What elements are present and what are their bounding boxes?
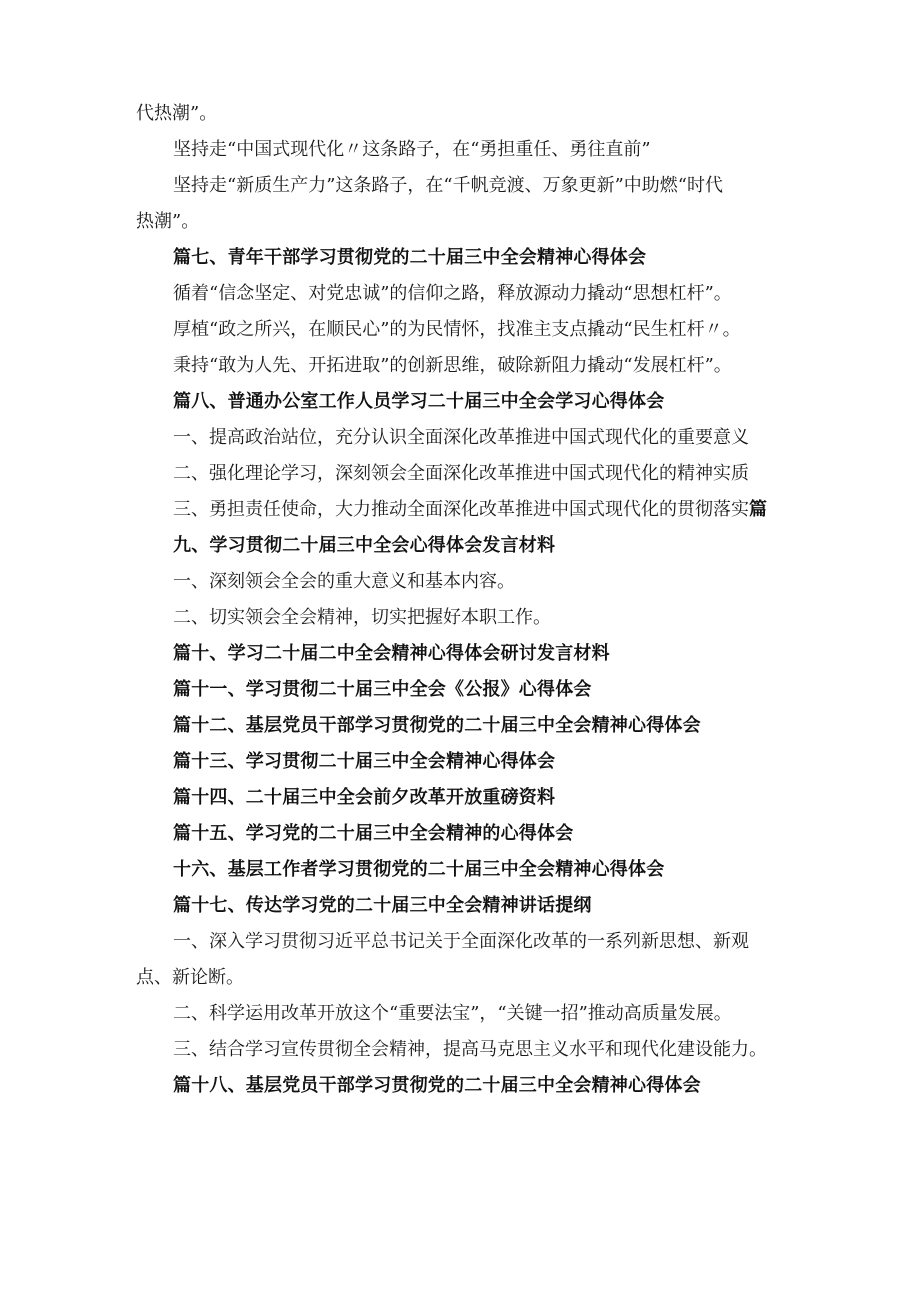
paragraph-line: 二、切实领会全会精神，切实把握好本职工作。 bbox=[173, 607, 551, 628]
paragraph-line: 一、提高政治站位，充分认识全面深化改革推进中国式现代化的重要意义 bbox=[173, 427, 749, 448]
paragraph-line-text: 三、勇担责任使命，大力推动全面深化改革推进中国式现代化的贯彻落实 bbox=[173, 499, 749, 520]
paragraph-line: 二、强化理论学习，深刻领会全面深化改革推进中国式现代化的精神实质 bbox=[173, 463, 749, 484]
document-body bbox=[136, 96, 786, 1104]
paragraph-line: 厚植“政之所兴，在顺民心”的为民情怀，找准主支点撬动“民生杠杆〃。 bbox=[173, 319, 741, 340]
section-heading: 篇十五、学习党的二十届三中全会精神的心得体会 bbox=[173, 823, 574, 844]
paragraph-line: 坚持走“中国式现代化〃这条路子，在“勇担重任、勇往直前” bbox=[173, 139, 651, 160]
paragraph-line: 循着“信念坚定、对党忠诚”的信仰之路，释放源动力撬动“思想杠杆”。 bbox=[173, 283, 732, 304]
paragraph-line bbox=[136, 492, 786, 528]
section-heading: 篇十三、学习贯彻二十届三中全会精神心得体会 bbox=[173, 751, 556, 772]
section-heading: 篇八、普通办公室工作人员学习二十届三中全会学习心得体会 bbox=[173, 391, 665, 412]
section-heading: 篇七、青年干部学习贯彻党的二十届三中全会精神心得体会 bbox=[173, 247, 647, 268]
section-heading: 篇十一、学习贯彻二十届三中全会《公报》心得体会 bbox=[173, 679, 592, 700]
paragraph-line: 坚持走“新质生产力”这条路子，在“千帆竞渡、万象更新”中助燃“时代 bbox=[173, 175, 724, 196]
paragraph-line: 一、深入学习贯彻习近平总书记关于全面深化改革的一系列新思想、新观 bbox=[173, 931, 749, 952]
heading-prefix: 篇 bbox=[749, 499, 768, 520]
paragraph-line: 秉持“敢为人先、开拓进取”的创新思维，破除新阻力撬动“发展杠杆”。 bbox=[173, 355, 732, 376]
section-heading: 十六、基层工作者学习贯彻党的二十届三中全会精神心得体会 bbox=[173, 859, 665, 880]
section-heading: 篇十四、二十届三中全会前夕改革开放重磅资料 bbox=[173, 787, 556, 808]
section-heading: 篇十七、传达学习党的二十届三中全会精神讲话提纲 bbox=[173, 895, 592, 916]
section-heading: 篇十、学习二十届二中全会精神心得体会研讨发言材料 bbox=[173, 643, 610, 664]
paragraph-line: 热潮”。 bbox=[136, 211, 200, 232]
section-heading: 九、学习贯彻二十届三中全会心得体会发言材料 bbox=[173, 535, 556, 556]
paragraph-line: 一、深刻领会全会的重大意义和基本内容。 bbox=[173, 571, 515, 592]
section-heading: 篇十八、基层党员干部学习贯彻党的二十届三中全会精神心得体会 bbox=[173, 1075, 701, 1096]
section-heading: 篇十二、基层党员干部学习贯彻党的二十届三中全会精神心得体会 bbox=[173, 715, 701, 736]
paragraph-line: 代热潮”。 bbox=[136, 103, 218, 124]
paragraph-line: 二、科学运用改革开放这个“重要法宝”，“关键一招”推动高质量发展。 bbox=[173, 1003, 732, 1024]
paragraph-line: 点、新论断。 bbox=[136, 967, 244, 988]
paragraph-line: 三、结合学习宣传贯彻全会精神，提高马克思主义水平和现代化建设能力。 bbox=[173, 1039, 767, 1060]
